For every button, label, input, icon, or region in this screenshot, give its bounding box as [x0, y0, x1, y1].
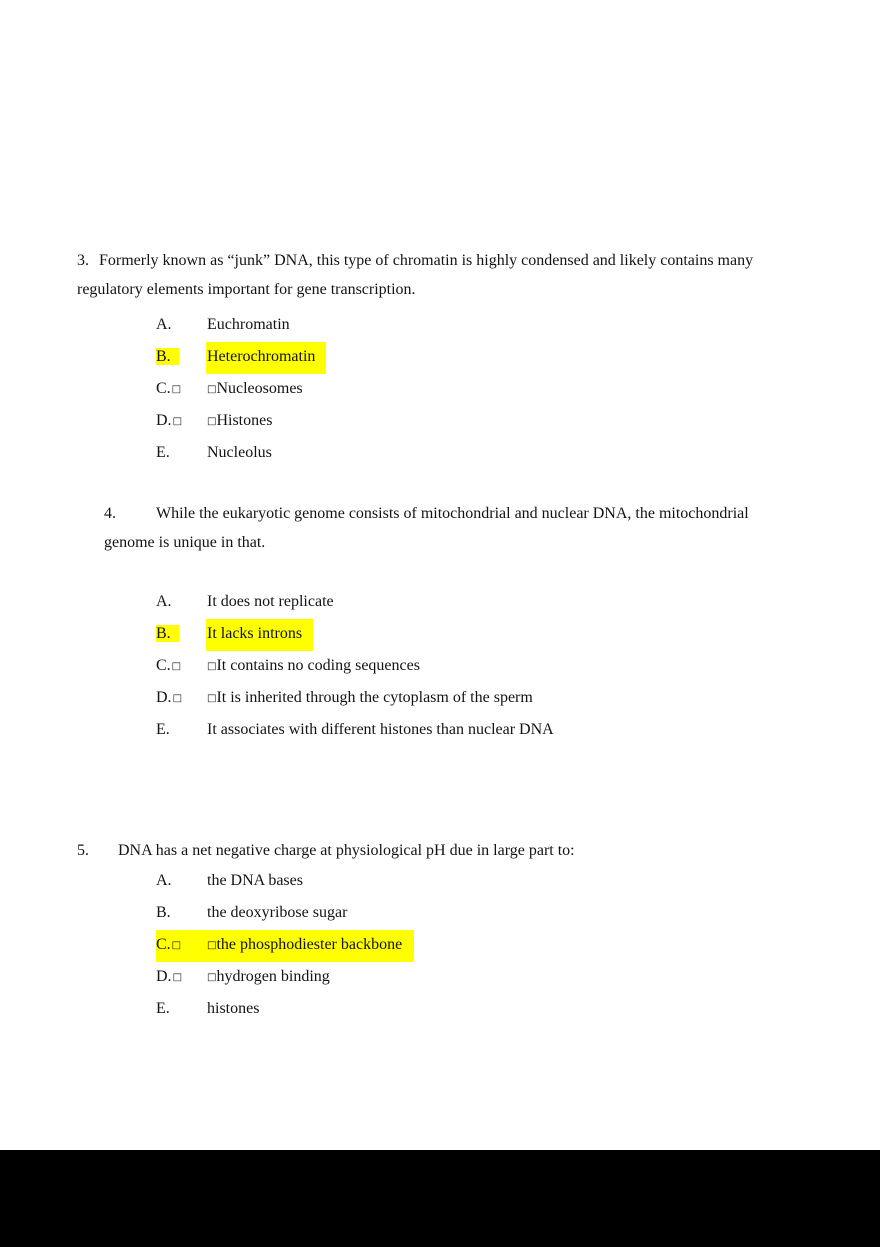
- option-label: the deoxyribose sugar: [207, 904, 348, 921]
- option-label: Nucleosomes: [216, 380, 303, 397]
- question-3-option-d: [156, 406, 847, 438]
- option-letter-cell: [156, 962, 206, 994]
- option-letter-cell: [156, 587, 206, 619]
- option-label: the phosphodiester backbone: [216, 936, 403, 953]
- question-4-option-b: [156, 619, 847, 651]
- question-3-stem: Formerly known as “junk” DNA, this type of chromatin is highly condensed and likely contains many regulatory elements important for gene transcription.: [77, 252, 754, 298]
- option-letter: C.: [156, 657, 171, 674]
- question-3-option-e: [156, 438, 847, 470]
- missing-glyph-icon: □: [172, 693, 183, 704]
- option-text: [206, 587, 334, 619]
- question-4-number: 4.: [104, 505, 116, 522]
- question-5-option-c: [156, 930, 414, 962]
- option-letter: D.: [156, 968, 172, 985]
- option-text: [206, 683, 533, 715]
- option-text: [206, 994, 259, 1026]
- question-3-number: 3.: [77, 252, 89, 269]
- option-label: It lacks introns: [207, 625, 303, 642]
- option-letter: E.: [156, 444, 170, 461]
- missing-glyph-icon: □: [207, 940, 217, 951]
- missing-glyph-icon: □: [172, 972, 183, 983]
- option-text: [206, 898, 347, 930]
- question-5-options: [156, 866, 847, 1026]
- question-4-stem: While the eukaryotic genome consists of mitochondrial and nuclear DNA, the mitochondrial genome is unique in that.: [104, 505, 749, 551]
- question-3: [77, 246, 847, 470]
- option-text: [206, 866, 303, 898]
- option-letter: C.: [156, 380, 171, 397]
- option-label: Heterochromatin: [207, 348, 316, 365]
- question-3-option-a: [156, 310, 847, 342]
- option-label: It is inherited through the cytoplasm of the sperm: [216, 689, 533, 706]
- option-letter: B.: [156, 904, 171, 921]
- option-letter: A.: [156, 316, 172, 333]
- question-5-number: 5.: [77, 842, 89, 859]
- option-letter: B.: [156, 348, 179, 365]
- question-5-option-d: [156, 962, 847, 994]
- option-letter-cell: [156, 651, 206, 683]
- missing-glyph-icon: □: [172, 416, 183, 427]
- question-5-option-e: [156, 994, 847, 1026]
- option-text: [206, 715, 554, 747]
- missing-glyph-icon: □: [171, 940, 182, 951]
- option-letter: E.: [156, 1000, 170, 1017]
- option-letter-cell: [156, 930, 206, 962]
- question-4: [104, 499, 847, 747]
- option-letter: A.: [156, 872, 172, 889]
- option-label: the DNA bases: [207, 872, 303, 889]
- option-letter: B.: [156, 625, 179, 642]
- question-4-option-e: [156, 715, 847, 747]
- option-label: histones: [207, 1000, 260, 1017]
- missing-glyph-icon: □: [171, 384, 182, 395]
- option-letter-cell: [156, 406, 206, 438]
- bottom-black-band: [0, 1150, 880, 1247]
- missing-glyph-icon: □: [207, 416, 217, 427]
- option-label: Nucleolus: [207, 444, 272, 461]
- option-letter: C.: [156, 936, 171, 953]
- question-4-options: [156, 587, 847, 747]
- option-letter-cell: [156, 994, 206, 1026]
- option-letter: E.: [156, 721, 170, 738]
- option-letter-cell: [156, 898, 206, 930]
- question-4-text: [104, 499, 799, 557]
- option-letter-cell: [156, 866, 206, 898]
- option-text: [206, 962, 330, 994]
- option-label: Histones: [216, 412, 273, 429]
- option-text: [206, 438, 272, 470]
- missing-glyph-icon: □: [207, 661, 217, 672]
- option-label: hydrogen binding: [216, 968, 330, 985]
- missing-glyph-icon: □: [171, 661, 182, 672]
- option-letter: D.: [156, 412, 172, 429]
- question-5-option-b: [156, 898, 847, 930]
- option-label: It contains no coding sequences: [216, 657, 420, 674]
- option-letter-cell: [156, 683, 206, 715]
- missing-glyph-icon: □: [207, 972, 217, 983]
- question-4-option-a: [156, 587, 847, 619]
- missing-glyph-icon: □: [207, 384, 217, 395]
- question-5-stem: DNA has a net negative charge at physiological pH due in large part to:: [118, 842, 575, 859]
- document-content: [77, 246, 847, 1026]
- option-text: [206, 651, 420, 683]
- option-label: It does not replicate: [207, 593, 334, 610]
- question-5: [77, 836, 847, 1026]
- option-letter-cell: [156, 374, 206, 406]
- question-4-option-c: [156, 651, 847, 683]
- question-5-text: [77, 836, 847, 865]
- question-3-options: [156, 310, 847, 470]
- option-letter: A.: [156, 593, 172, 610]
- missing-glyph-icon: □: [207, 693, 217, 704]
- option-text: [206, 406, 272, 438]
- option-text: [206, 930, 402, 962]
- option-letter-cell: [156, 438, 206, 470]
- question-4-option-d: [156, 683, 847, 715]
- option-text: [206, 342, 326, 374]
- option-letter: D.: [156, 689, 172, 706]
- option-text: [206, 619, 313, 651]
- option-text: [206, 374, 303, 406]
- question-3-option-c: [156, 374, 847, 406]
- option-letter-cell: [156, 619, 206, 651]
- question-3-text: [77, 246, 812, 304]
- question-3-option-b: [156, 342, 847, 374]
- option-text: [206, 310, 290, 342]
- option-letter-cell: [156, 342, 206, 374]
- question-5-option-a: [156, 866, 847, 898]
- option-letter-cell: [156, 310, 206, 342]
- option-label: Euchromatin: [207, 316, 290, 333]
- option-label: It associates with different histones than nuclear DNA: [207, 721, 554, 738]
- option-letter-cell: [156, 715, 206, 747]
